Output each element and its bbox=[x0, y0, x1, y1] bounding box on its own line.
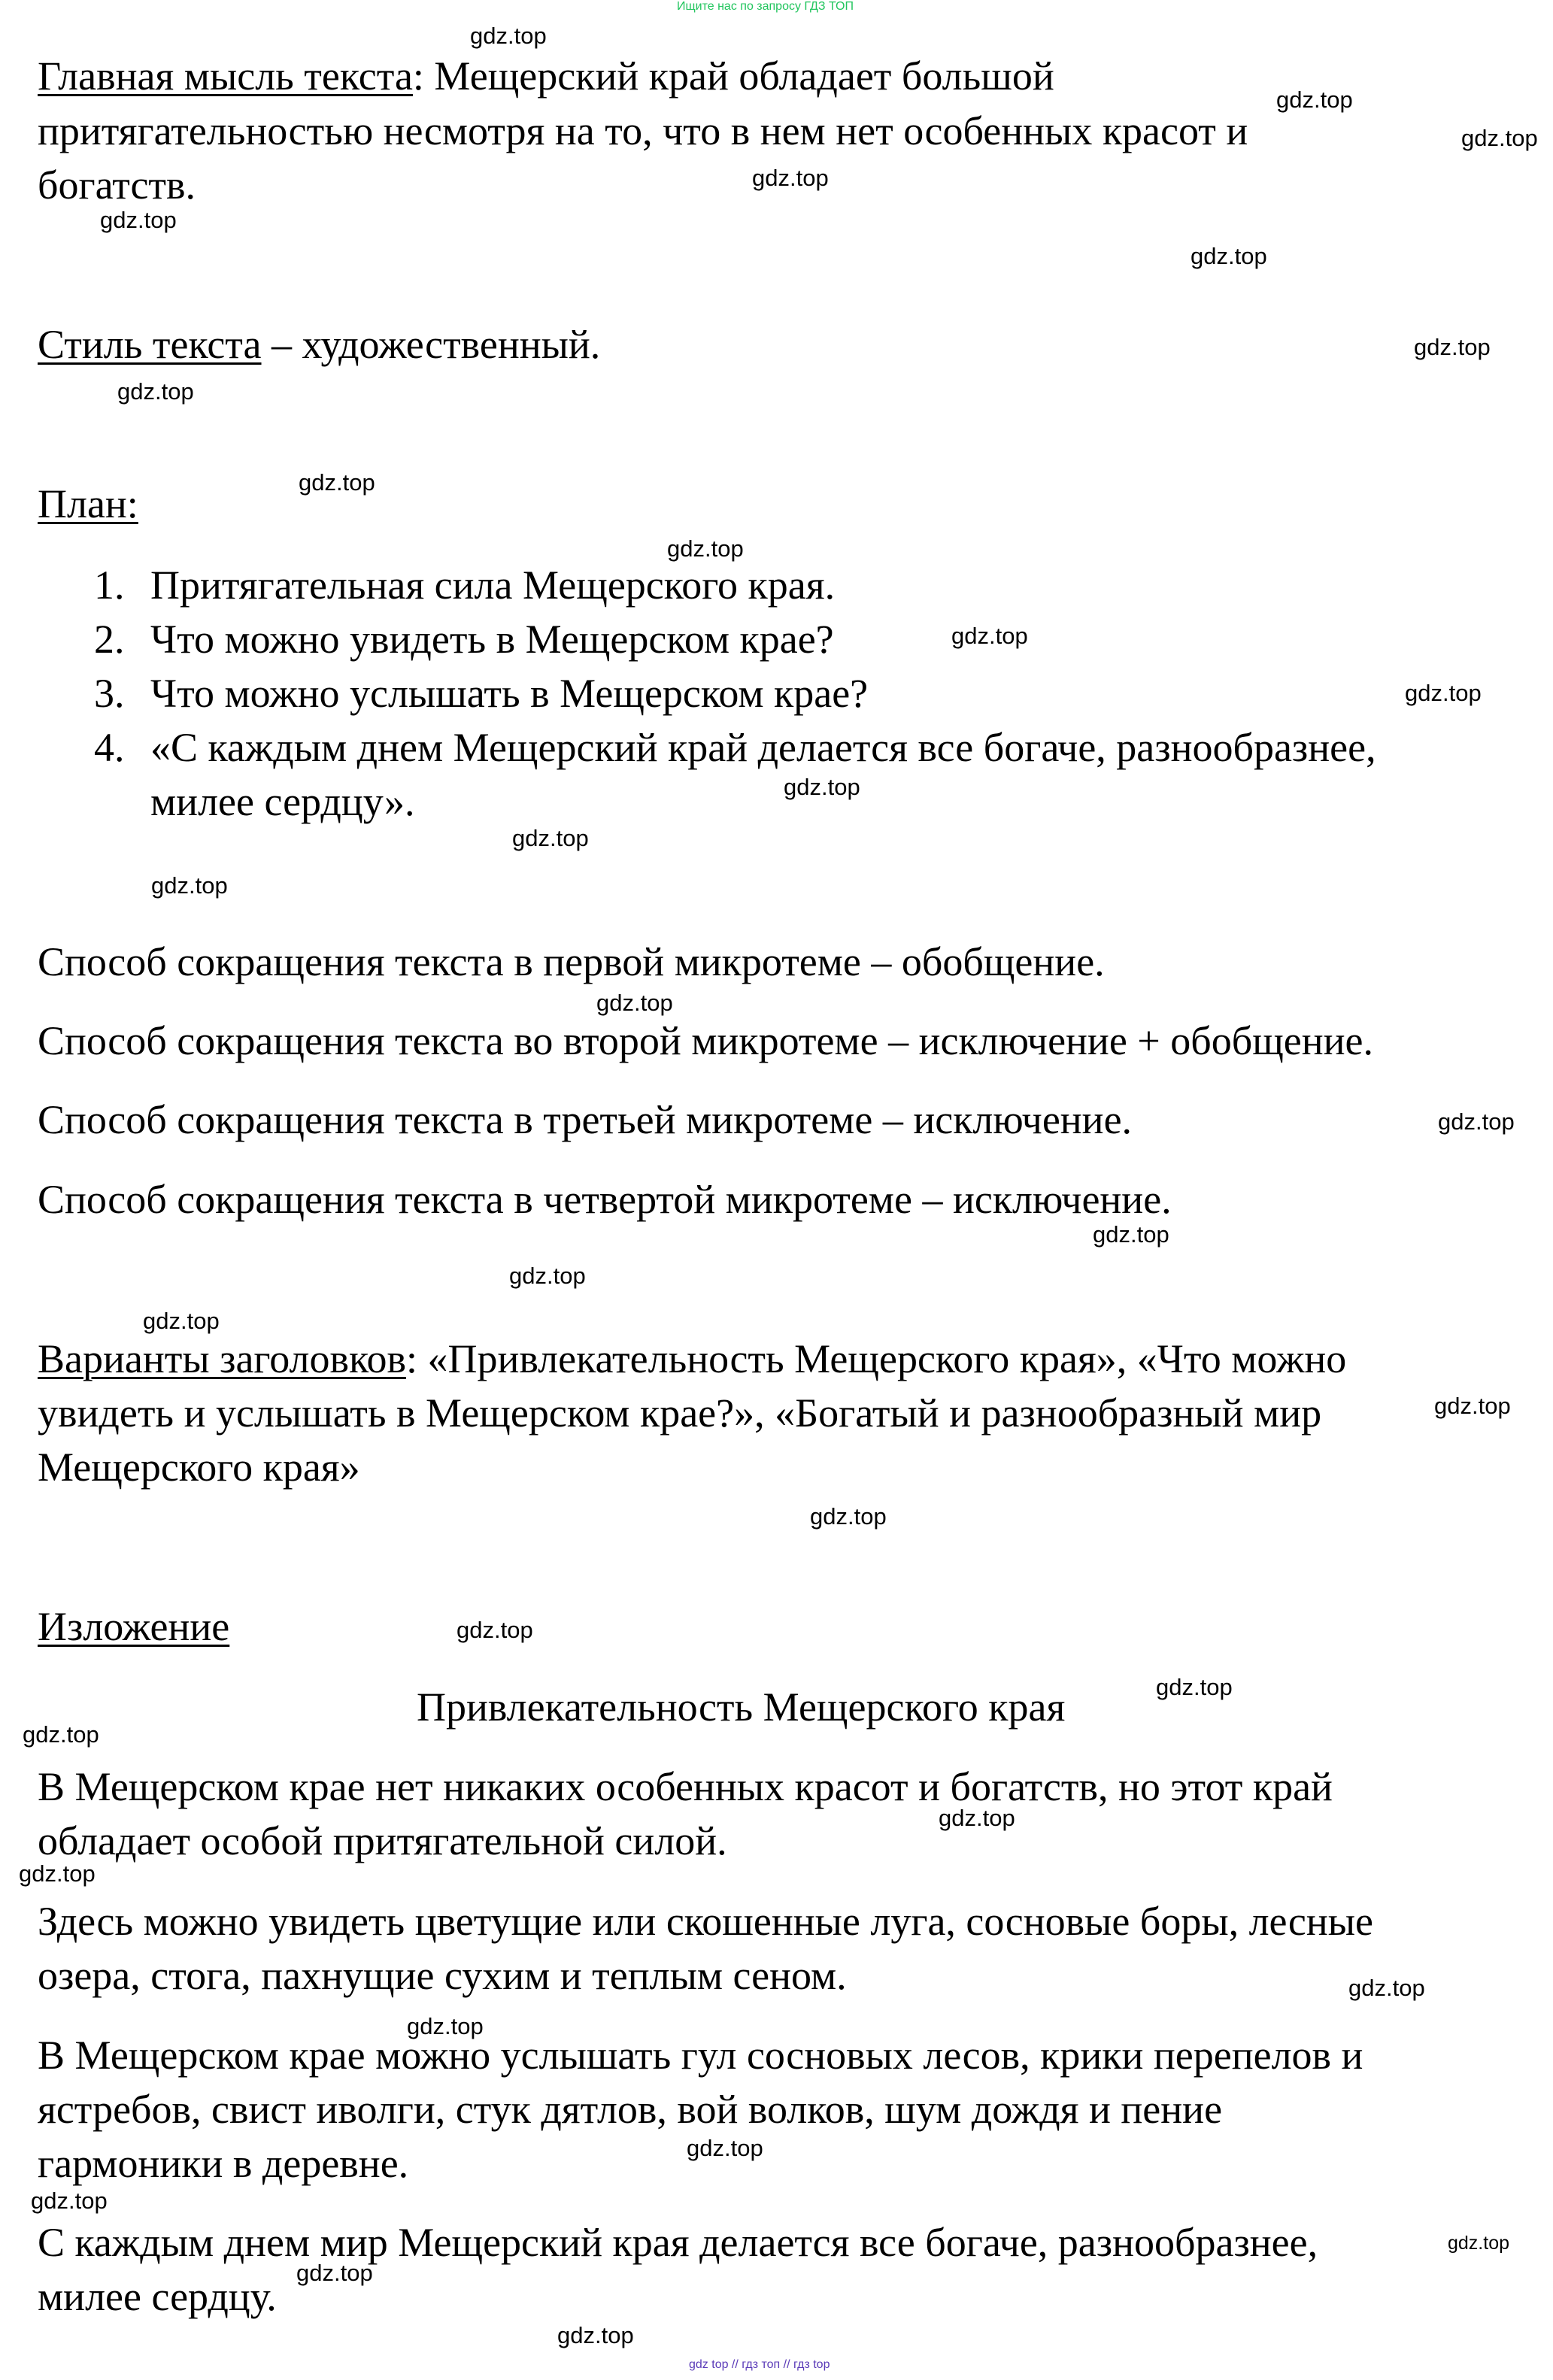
watermark: gdz.top bbox=[1348, 1975, 1425, 2001]
top-banner: Ищите нас по запросу ГДЗ ТОП bbox=[677, 0, 854, 13]
watermark: gdz.top bbox=[667, 535, 744, 562]
titles-line-2: увидеть и услышать в Мещерском крае?», «Богатый и разнообразный мир bbox=[38, 1390, 1322, 1436]
summary-paragraph-line: гармоники в деревне. bbox=[38, 2141, 409, 2186]
main-idea-line-1 bbox=[38, 49, 1054, 103]
method-line: Способ сокращения текста во второй микротеме – исключение + обобщение. bbox=[38, 1018, 1374, 1063]
watermark: gdz.top bbox=[1461, 125, 1538, 151]
titles-line-1 bbox=[38, 1332, 1346, 1386]
plan-item: Что можно услышать в Мещерском крае? bbox=[150, 671, 869, 716]
style-line bbox=[38, 317, 600, 371]
watermark: gdz.top bbox=[951, 623, 1028, 649]
main-idea-line-2: притягательностью несмотря на то, что в нем нет особенных красот и bbox=[38, 108, 1248, 153]
plan-item-number: 1. bbox=[94, 562, 125, 608]
summary-paragraph-line: В Мещерском крае можно услышать гул сосновых лесов, крики перепелов и bbox=[38, 2033, 1363, 2078]
watermark: gdz.top bbox=[752, 165, 829, 191]
style-text: – художественный. bbox=[261, 322, 601, 367]
watermark: gdz.top bbox=[100, 207, 177, 233]
watermark: gdz.top bbox=[939, 1805, 1015, 1831]
watermark: gdz.top bbox=[117, 378, 194, 405]
watermark: gdz.top bbox=[1276, 86, 1353, 113]
watermark: gdz.top bbox=[23, 1721, 99, 1748]
titles-label: Варианты заголовков bbox=[38, 1336, 406, 1381]
summary-paragraph-line: озера, стога, пахнущие сухим и теплым сеном. bbox=[38, 1953, 847, 1998]
plan-label: План: bbox=[38, 481, 138, 526]
watermark: gdz.top bbox=[19, 1860, 96, 1887]
watermark: gdz.top bbox=[1414, 334, 1491, 360]
summary-label: Изложение bbox=[38, 1604, 230, 1649]
summary-paragraph-line: С каждым днем мир Мещерский края делается все богаче, разнообразнее, bbox=[38, 2220, 1318, 2265]
watermark: gdz.top bbox=[596, 990, 673, 1016]
titles-line-3: Мещерского края» bbox=[38, 1445, 360, 1490]
summary-paragraph-line: обладает особой притягательной силой. bbox=[38, 1818, 727, 1863]
watermark: gdz.top bbox=[1156, 1674, 1233, 1700]
watermark: gdz.top bbox=[299, 469, 375, 496]
method-line: Способ сокращения текста в третьей микротеме – исключение. bbox=[38, 1097, 1133, 1142]
main-idea-text: : Мещерский край обладает большой bbox=[412, 53, 1054, 99]
plan-item: Притягательная сила Мещерского края. bbox=[150, 562, 836, 608]
watermark: gdz.top bbox=[810, 1503, 887, 1530]
watermark: gdz.top bbox=[1405, 680, 1482, 706]
summary-paragraph-line: В Мещерском крае нет никаких особенных красот и богатств, но этот край bbox=[38, 1764, 1333, 1809]
watermark: gdz.top bbox=[1438, 1108, 1515, 1135]
watermark: gdz.top bbox=[407, 2013, 484, 2039]
summary-title: Привлекательность Мещерского края bbox=[417, 1684, 1066, 1730]
plan-item: Что можно увидеть в Мещерском крае? bbox=[150, 617, 834, 662]
footer-watermark: gdz top // гдз топ // гдз top bbox=[689, 2358, 830, 2371]
watermark: gdz.top bbox=[509, 1263, 586, 1289]
plan-item-number: 4. bbox=[94, 725, 125, 770]
watermark: gdz.top bbox=[470, 23, 547, 49]
style-label: Стиль текста bbox=[38, 322, 262, 367]
plan-item-number: 3. bbox=[94, 671, 125, 716]
plan-item-number: 2. bbox=[94, 617, 125, 662]
method-line: Способ сокращения текста в первой микротеме – обобщение. bbox=[38, 939, 1105, 984]
watermark: gdz.top bbox=[31, 2187, 108, 2214]
watermark: gdz.top bbox=[1191, 243, 1267, 269]
watermark: gdz.top bbox=[151, 872, 228, 899]
watermark: gdz.top bbox=[1434, 1393, 1511, 1419]
method-line: Способ сокращения текста в четвертой микротеме – исключение. bbox=[38, 1177, 1172, 1222]
watermark: gdz.top bbox=[512, 825, 589, 851]
watermark: gdz.top bbox=[1093, 1221, 1169, 1248]
watermark: gdz.top bbox=[784, 774, 860, 800]
titles-text: : «Привлекательность Мещерского края», «Что можно bbox=[405, 1336, 1347, 1381]
watermark: gdz.top bbox=[1448, 2233, 1510, 2254]
summary-paragraph-line: милее сердцу. bbox=[38, 2274, 277, 2319]
summary-paragraph-line: Здесь можно увидеть цветущие или скошенные луга, сосновые боры, лесные bbox=[38, 1899, 1373, 1944]
watermark: gdz.top bbox=[456, 1617, 533, 1643]
watermark: gdz.top bbox=[143, 1308, 220, 1334]
watermark: gdz.top bbox=[557, 2322, 634, 2348]
main-idea-label: Главная мысль текста bbox=[38, 53, 413, 99]
watermark: gdz.top bbox=[687, 2135, 763, 2161]
summary-paragraph-line: ястребов, свист иволги, стук дятлов, вой волков, шум дождя и пение bbox=[38, 2087, 1223, 2132]
plan-item-continuation: милее сердцу». bbox=[150, 779, 415, 824]
watermark: gdz.top bbox=[296, 2260, 373, 2286]
main-idea-line-3: богатств. bbox=[38, 162, 196, 208]
plan-item: «С каждым днем Мещерский край делается все богаче, разнообразнее, bbox=[150, 725, 1376, 770]
